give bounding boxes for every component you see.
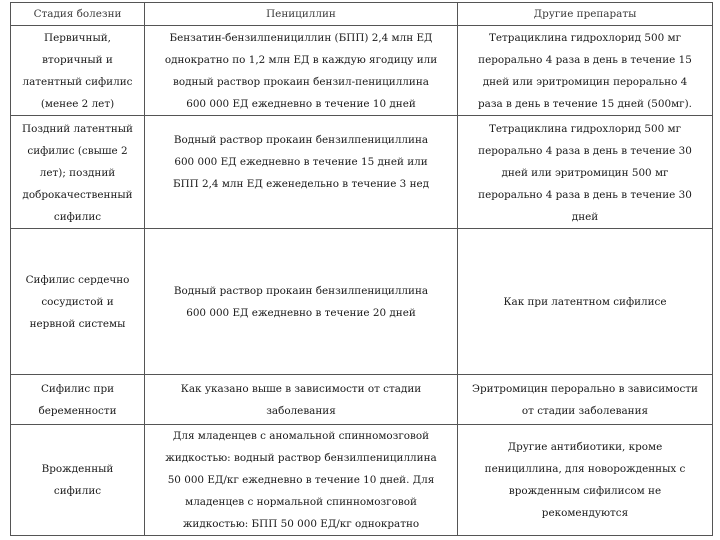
- stage-text: Врожденный сифилис: [41, 463, 114, 497]
- other-drugs-text: Тетрациклина гидрохлорид 500 мг перорально 4 раза в день в течение 30 дней или эритромицин 500 мг перорально 4 раза в день в течение 30 дней: [478, 123, 692, 223]
- penicillin-cell: [145, 116, 458, 229]
- penicillin-cell: [145, 375, 458, 425]
- other-drugs-cell: [458, 425, 713, 536]
- column-header-other-drugs: Другие препараты: [458, 3, 713, 26]
- other-drugs-cell: [458, 375, 713, 425]
- table-row: [11, 229, 713, 375]
- penicillin-text: Водный раствор прокаин бензилпенициллина 600 000 ЕД ежедневно в течение 15 дней или БПП 2,4 млн ЕД еженедельно в течение 3 нед: [172, 134, 430, 190]
- penicillin-cell: [145, 425, 458, 536]
- syphilis-treatment-table: [10, 2, 713, 536]
- stage-text: Сифилис сердечно сосудистой и нервной системы: [25, 273, 130, 330]
- stage-cell: [11, 26, 145, 116]
- table-row: [11, 425, 713, 536]
- table-row: [11, 26, 713, 116]
- header-row: [11, 3, 713, 26]
- other-drugs-text: Эритромицин перорально в зависимости от стадии заболевания: [472, 382, 698, 417]
- penicillin-cell: [145, 26, 458, 116]
- penicillin-text: Для младенцев с аномальной спинномозговой жидкостью: водный раствор бензилпенициллина 50 000 ЕД/кг ежедневно в течение 10 дней. Для младенцев с нормальной спинномозговой жидкостью: БПП 50 000 ЕД/кг однократно: [165, 430, 437, 530]
- penicillin-text: Как указано выше в зависимости от стадии заболевания: [180, 382, 422, 417]
- stage-text: Сифилис при беременности: [38, 382, 117, 417]
- other-drugs-text: Как при латентном сифилисе: [503, 295, 667, 308]
- stage-cell: [11, 425, 145, 536]
- other-drugs-cell: [458, 229, 713, 375]
- stage-text: Поздний латентный сифилис (свыше 2 лет); поздний доброкачественный сифилис: [22, 123, 133, 223]
- column-header-stage: Стадия болезни: [11, 3, 145, 26]
- table-row: [11, 116, 713, 229]
- table-row: [11, 375, 713, 425]
- other-drugs-text: Тетрациклина гидрохлорид 500 мг перорально 4 раза в день в течение 15 дней или эритромицин перорально 4 раза в день в течение 15 дней (500мг).: [478, 31, 692, 110]
- other-drugs-cell: [458, 26, 713, 116]
- stage-cell: [11, 116, 145, 229]
- penicillin-cell: [145, 229, 458, 375]
- stage-cell: [11, 229, 145, 375]
- stage-cell: [11, 375, 145, 425]
- penicillin-text: Водный раствор прокаин бензилпенициллина 600 000 ЕД ежедневно в течение 20 дней: [173, 284, 429, 319]
- stage-text: Первичный, вторичный и латентный сифилис (менее 2 лет): [22, 31, 133, 110]
- column-header-penicillin: Пенициллин: [145, 3, 458, 26]
- penicillin-text: Бензатин-бензилпенициллин (БПП) 2,4 млн ЕД однократно по 1,2 млн ЕД в каждую ягодицу или водный раствор прокаин бензил-пенициллина 600 000 ЕД ежедневно в течение 10 дней: [164, 31, 438, 110]
- other-drugs-text: Другие антибиотики, кроме пенициллина, для новорожденных с врожденным сифилисом не рекомендуются: [484, 441, 686, 519]
- other-drugs-cell: [458, 116, 713, 229]
